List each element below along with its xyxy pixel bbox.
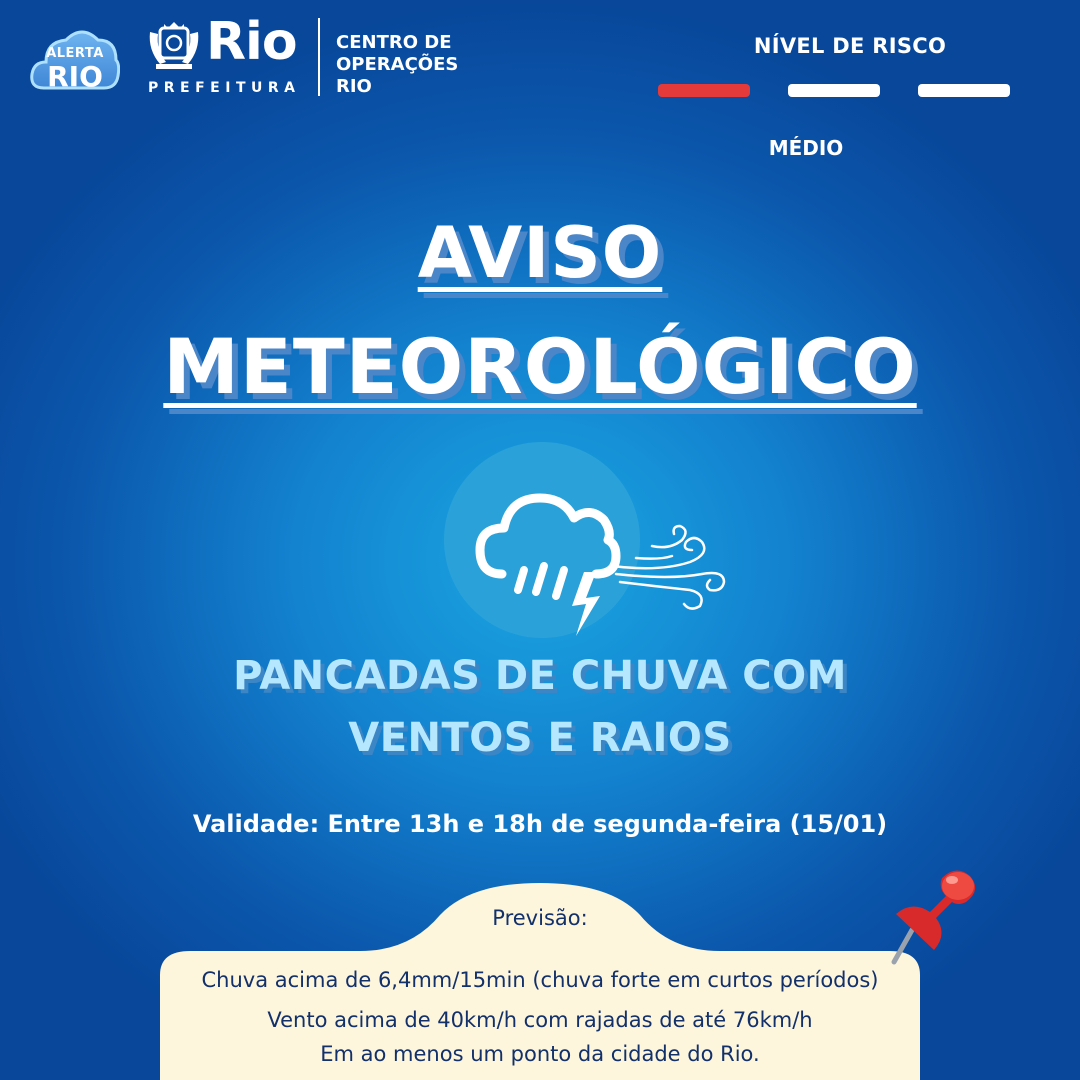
storm-rain-wind-icon	[440, 440, 740, 650]
forecast-line-3: Em ao menos um ponto da cidade do Rio.	[320, 1042, 760, 1066]
coat-of-arms-icon	[146, 18, 202, 72]
subtitle-line-2: VENTOS E RAIOS	[348, 715, 732, 761]
cor-line-3: RIO	[336, 76, 372, 97]
rio-label: RIO	[47, 60, 103, 93]
forecast-line-2: Vento acima de 40km/h com rajadas de até 76km/h	[267, 1008, 813, 1032]
forecast-line-1: Chuva acima de 6,4mm/15min (chuva forte em curtos períodos)	[201, 968, 879, 992]
alerta-label: ALERTA	[46, 46, 104, 61]
title-line-2: METEOROLÓGICO	[163, 322, 917, 411]
title-line-1: AVISO	[417, 212, 663, 294]
risk-level-title: NÍVEL DE RISCO	[753, 34, 947, 58]
prefeitura-label: PREFEITURA	[148, 80, 301, 96]
header-divider	[318, 18, 320, 96]
validity-text: Validade: Entre 13h e 18h de segunda-feira (15/01)	[192, 810, 888, 838]
risk-level-value: MÉDIO	[768, 136, 844, 160]
cor-line-2: OPERAÇÕES	[336, 54, 459, 75]
risk-bar-1	[658, 84, 750, 97]
prefeitura-name: Rio	[206, 12, 297, 72]
risk-bar-3	[918, 84, 1010, 97]
risk-bar-2	[788, 84, 880, 97]
alerta-rio-logo	[30, 22, 120, 98]
pushpin-icon	[872, 860, 982, 970]
operations-center-label	[336, 32, 458, 98]
cor-line-1: CENTRO DE	[336, 32, 452, 53]
forecast-title: Previsão:	[492, 906, 588, 930]
subtitle-line-1: PANCADAS DE CHUVA COM	[233, 653, 847, 699]
